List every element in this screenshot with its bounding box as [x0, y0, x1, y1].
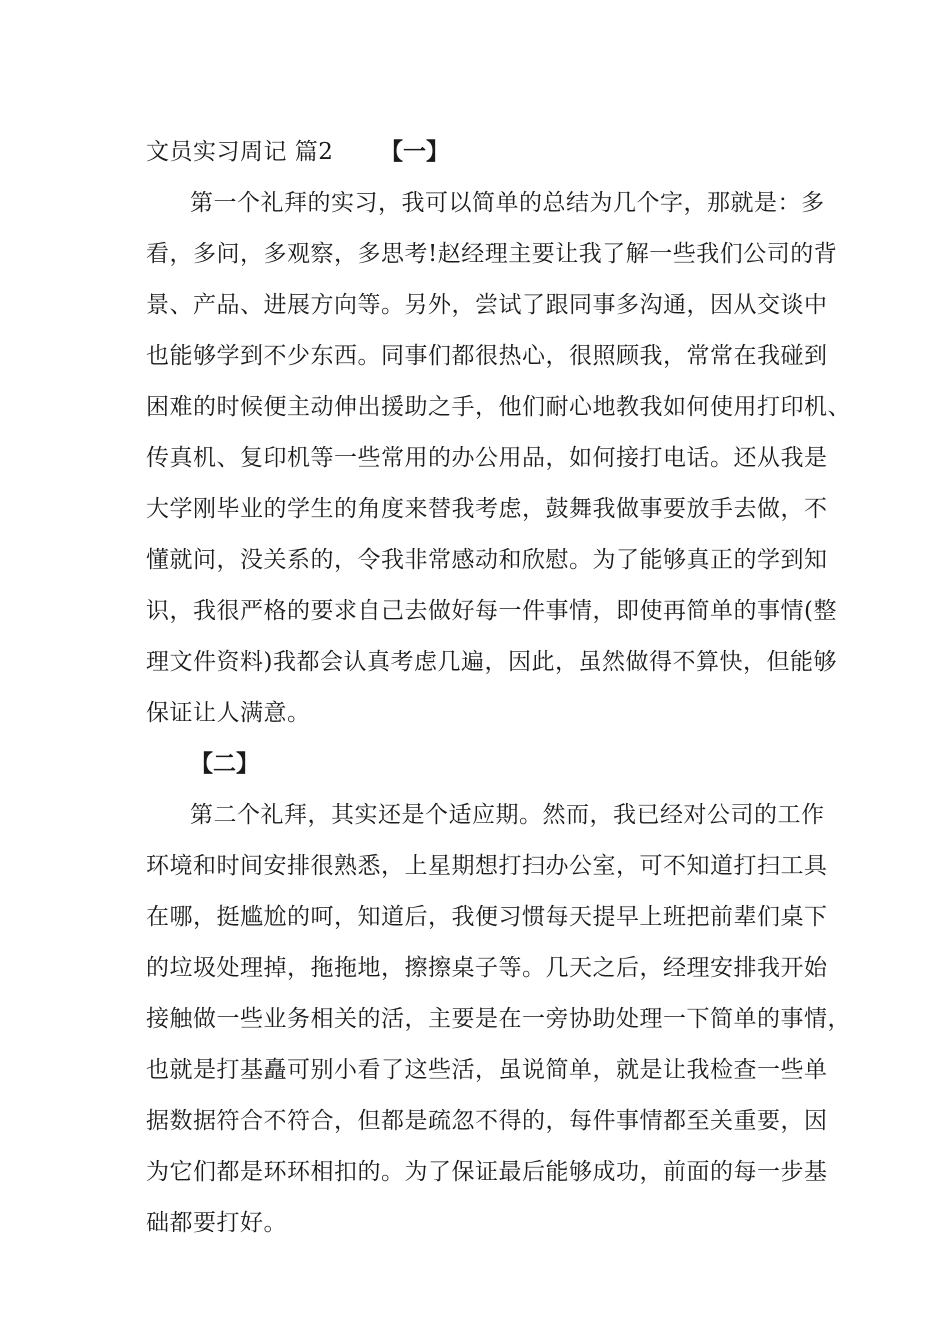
paragraph-line: 在哪，挺尴尬的呵，知道后，我便习惯每天提早上班把前辈们桌下 — [146, 904, 828, 930]
paragraph-line: 为它们都是环环相扣的。为了保证最后能够成功，前面的每一步基 — [146, 1159, 828, 1185]
paragraph-line: 景、产品、进展方向等。另外，尝试了跟同事多沟通，因从交谈中 — [146, 292, 828, 318]
paragraph-line: 困难的时候便主动伸出援助之手，他们耐心地教我如何使用打印机、 — [146, 394, 851, 420]
title-text: 文员实习周记 篇2 — [146, 139, 334, 165]
paragraph-line: 的垃圾处理掉，拖拖地，擦擦桌子等。几天之后，经理安排我开始 — [146, 955, 828, 981]
paragraph-line: 也就是打基矗可别小看了这些活，虽说简单，就是让我检查一些单 — [146, 1057, 828, 1083]
paragraph-line: 础都要打好。 — [146, 1210, 287, 1236]
paragraph-line: 第一个礼拜的实习，我可以简单的总结为几个字，那就是：多 — [190, 190, 825, 216]
paragraph-line: 懂就问，没关系的，令我非常感动和欣慰。为了能够真正的学到知 — [146, 547, 828, 573]
paragraph-line: 也能够学到不少东西。同事们都很热心，很照顾我，常常在我碰到 — [146, 343, 828, 369]
paragraph-line: 第二个礼拜，其实还是个适应期。然而，我已经对公司的工作 — [190, 802, 825, 828]
document-title — [146, 137, 333, 167]
paragraph-line: 大学刚毕业的学生的角度来替我考虑，鼓舞我做事要放手去做，不 — [146, 496, 828, 522]
section-two-marker: 【二】 — [190, 750, 259, 777]
paragraph-line: 环境和时间安排很熟悉，上星期想打扫办公室，可不知道打扫工具 — [146, 853, 828, 879]
paragraph-line: 识，我很严格的要求自己去做好每一件事情，即使再简单的事情(整 — [146, 598, 837, 624]
paragraph-line: 理文件资料)我都会认真考虑几遍，因此，虽然做得不算快，但能够 — [146, 649, 837, 675]
paragraph-line: 接触做一些业务相关的活，主要是在一旁协助处理一下简单的事情， — [146, 1006, 851, 1032]
paragraph-line: 看，多问，多观察，多思考!赵经理主要让我了解一些我们公司的背 — [146, 241, 838, 267]
paragraph-line: 传真机、复印机等一些常用的办公用品，如何接打电话。还从我是 — [146, 445, 828, 471]
paragraph-line: 保证让人满意。 — [146, 700, 311, 726]
section-one-marker: 【一】 — [380, 138, 449, 165]
paragraph-line: 据数据符合不符合，但都是疏忽不得的，每件事情都至关重要，因 — [146, 1108, 828, 1134]
